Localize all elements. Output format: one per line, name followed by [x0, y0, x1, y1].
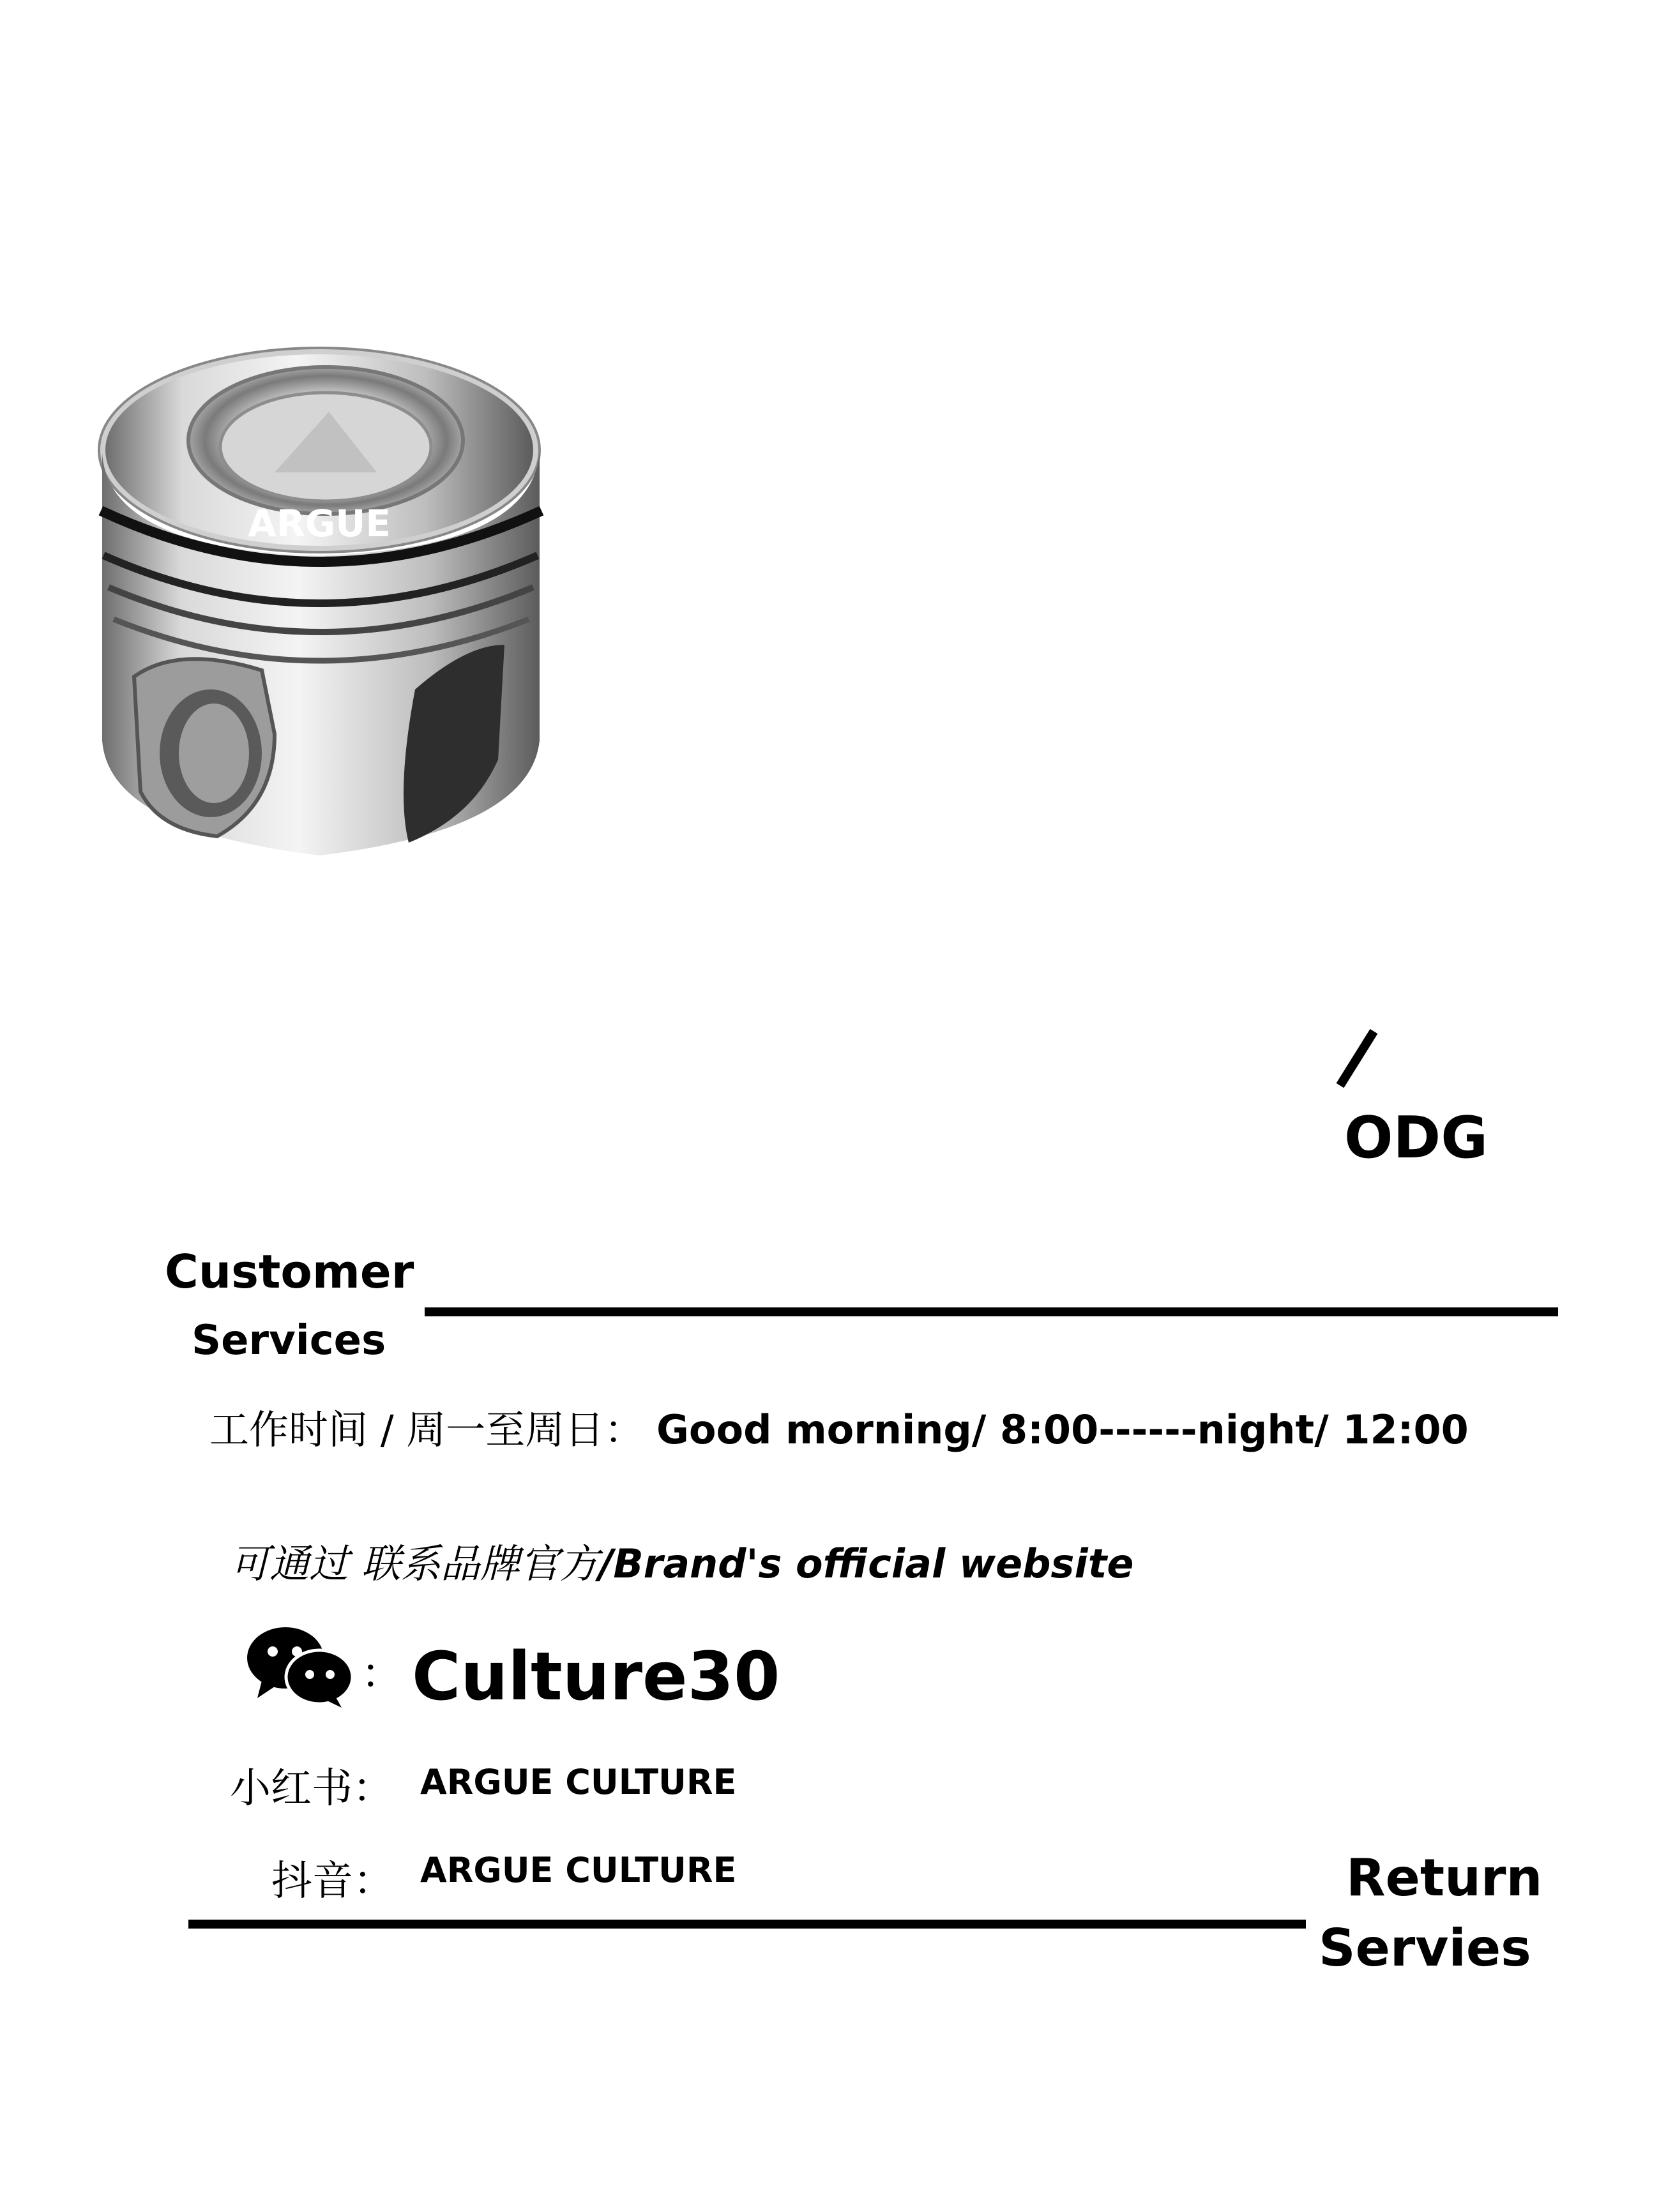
brand-code: ODG [1344, 1104, 1489, 1171]
xiaohongshu-label: 小红书： [230, 1765, 393, 1812]
douyin-value: ARGUE CULTURE [420, 1850, 737, 1890]
return-services-divider [188, 1920, 1306, 1929]
hours-value: Good morning/ 8:00------night/ 12:00 [656, 1406, 1469, 1453]
piston-product-image [83, 345, 562, 875]
hours-label: 工作时间 / 周一至周日： [209, 1406, 644, 1453]
contact-intro-en: /Brand's official website [598, 1540, 1134, 1587]
wechat-id: Culture30 [412, 1637, 780, 1715]
piston-engraving: ARGUE [248, 502, 391, 545]
return-services-title-line1: Return [1346, 1848, 1543, 1907]
contact-intro-cn: 可通过 联系品牌官方 [230, 1540, 599, 1587]
slash-mark [1337, 1029, 1378, 1088]
customer-services-title-line1: Customer [165, 1245, 414, 1298]
customer-services-divider [425, 1307, 1558, 1316]
return-services-title-line2: Servies [1319, 1918, 1531, 1978]
contact-intro [230, 1532, 1133, 1589]
xiaohongshu-value: ARGUE CULTURE [420, 1762, 737, 1802]
customer-services-title-line2: Services [192, 1317, 386, 1364]
wechat-separator: ： [361, 1649, 403, 1698]
hours-row [209, 1398, 1469, 1455]
wechat-icon [246, 1625, 354, 1708]
douyin-label: 抖音： [271, 1858, 394, 1905]
